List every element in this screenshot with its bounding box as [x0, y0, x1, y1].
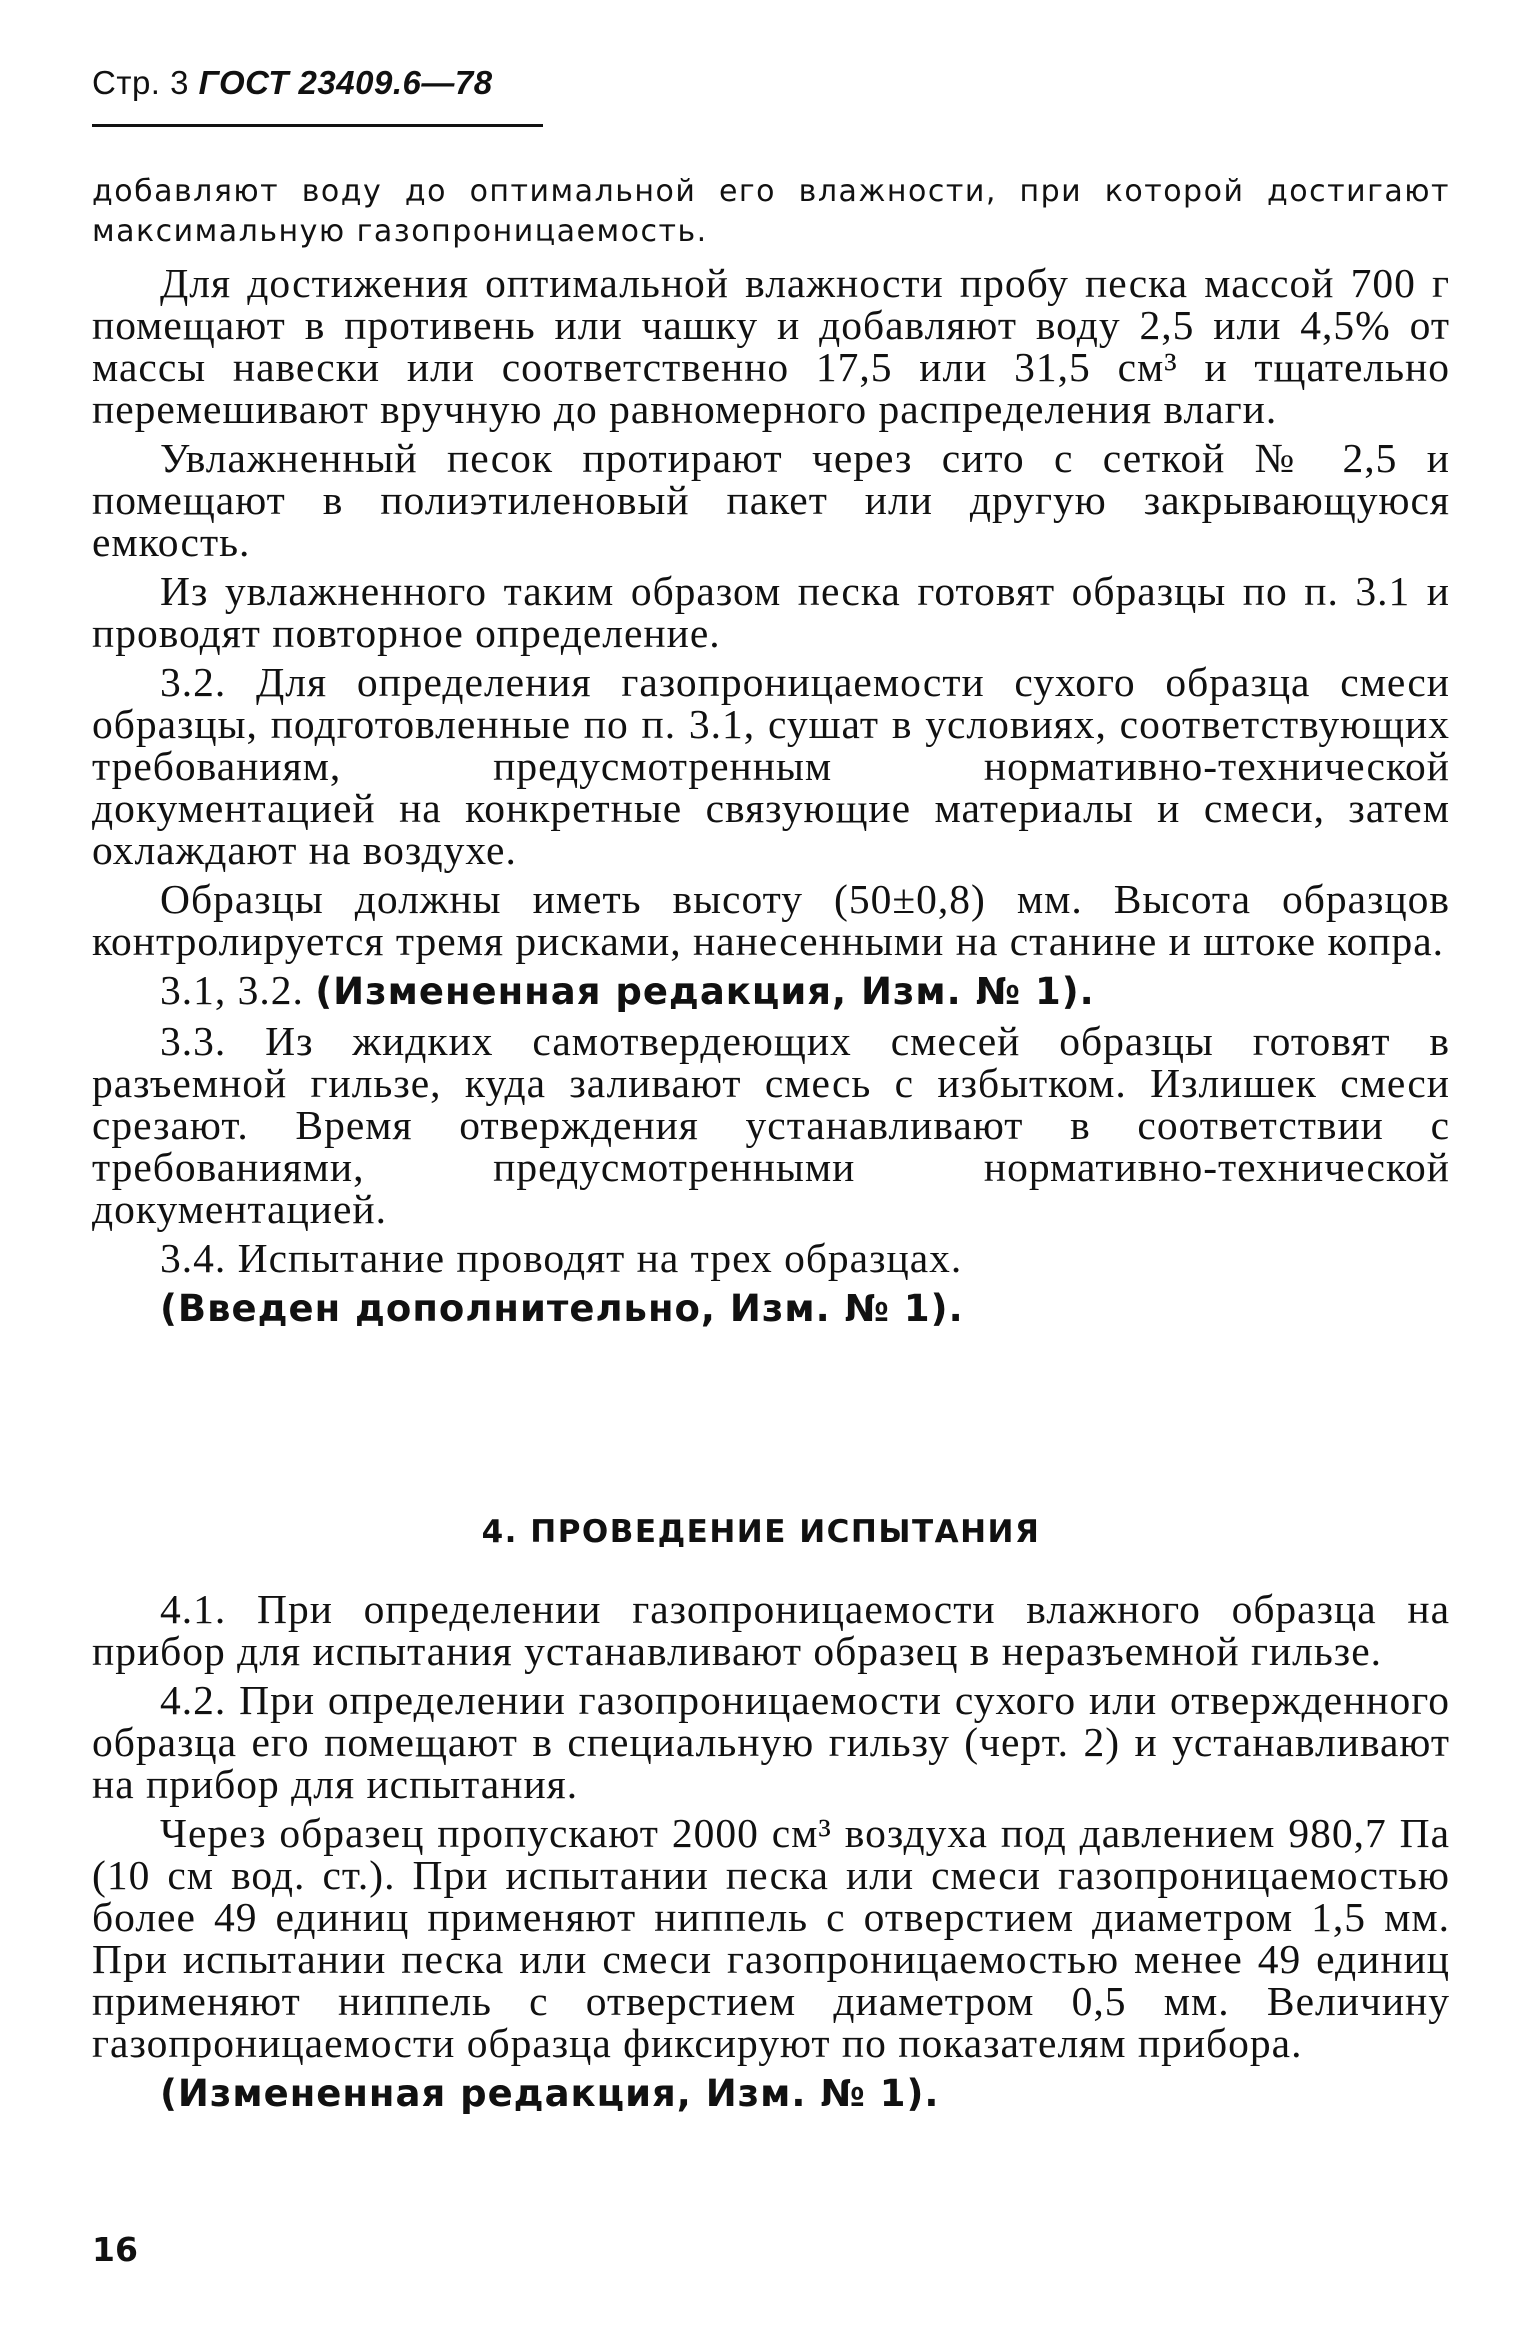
amendment-note-3-1 [92, 969, 1450, 1013]
amendment-text: (Измененная редакция, Изм. № 1). [160, 2072, 940, 2115]
section-3-body [92, 262, 1450, 1337]
header-rule [92, 124, 543, 127]
amendment-ref: 3.1, 3.2. [160, 967, 304, 1013]
paragraph-4-1: 4.1. При определении газопроницаемости влажного образца на прибор для испытания устанавливают образец в неразъемной гильзе. [92, 1586, 1450, 1674]
intro-paragraph: добавляют воду до оптимальной его влажности, при которой достигают максимальную газопроницаемость. [92, 174, 1450, 249]
page-label: Стр. 3 [92, 64, 189, 101]
amendment-text: (Измененная редакция, Изм. № 1). [315, 970, 1095, 1013]
paragraph-4-2: 4.2. При определении газопроницаемости сухого или отвержденного образца его помещают в специальную гильзу (черт. 2) и устанавливают на прибор для испытания. [92, 1677, 1450, 1807]
paragraph-3-4: 3.4. Испытание проводят на трех образцах. [160, 1235, 963, 1281]
section-4-body [92, 1588, 1450, 2122]
amendment-text: (Введен дополнительно, Изм. № 1). [160, 1287, 964, 1330]
paragraph-3-3: 3.3. Из жидких самотвердеющих смесей образцы готовят в разъемной гильзе, куда заливают смесь с избытком. Излишек смеси срезают. Время отверждения устанавливают в соответствии с требованиями, предусмотренными нормативно-технической документацией. [92, 1018, 1450, 1232]
paragraph-repeat: Из увлажненного таким образом песка готовят образцы по п. 3.1 и проводят повторное определение. [92, 568, 1450, 656]
section-4-title: 4. ПРОВЕДЕНИЕ ИСПЫТАНИЯ [481, 1514, 1041, 1550]
page-header [92, 64, 493, 102]
paragraph-airflow: Через образец пропускают 2000 см³ воздуха под давлением 980,7 Па (10 см вод. ст.). При испытании песка или смеси газопроницаемостью более 49 единиц применяют ниппель с отверстием диаметром 1,5 мм. При испытании песка или смеси газопроницаемостью менее 49 единиц применяют ниппель с отверстием диаметром 0,5 мм. Величину газопроницаемости образца фиксируют по показателям прибора. [92, 1810, 1450, 2066]
paragraph-height: Образцы должны иметь высоту (50±0,8) мм. Высота образцов контролируется тремя рисками, нанесенными на станине и штоке копра. [92, 876, 1450, 964]
page-number: 16 [92, 2230, 138, 2269]
amendment-note-3-4 [92, 1286, 1450, 1330]
standard-number: ГОСТ 23409.6—78 [198, 64, 493, 101]
paragraph-3-2: 3.2. Для определения газопроницаемости сухого образца смеси образцы, подготовленные по п. 3.1, сушат в условиях, соответствующих требованиям, предусмотренным нормативно-технической документацией на конкретные связующие материалы и смеси, затем охлаждают на воздухе. [92, 659, 1450, 873]
amendment-note-4 [92, 2071, 1450, 2115]
paragraph-moisture: Для достижения оптимальной влажности пробу песка массой 700 г помещают в противень или чашку и добавляют воду 2,5 или 4,5% от массы навески или соответственно 17,5 или 31,5 см³ и тщательно перемешивают вручную до равномерного распределения влаги. [92, 260, 1450, 432]
paragraph-sieve: Увлажненный песок протирают через сито с сеткой № 2,5 и помещают в полиэтиленовый пакет или другую закрывающуюся емкость. [92, 435, 1450, 565]
